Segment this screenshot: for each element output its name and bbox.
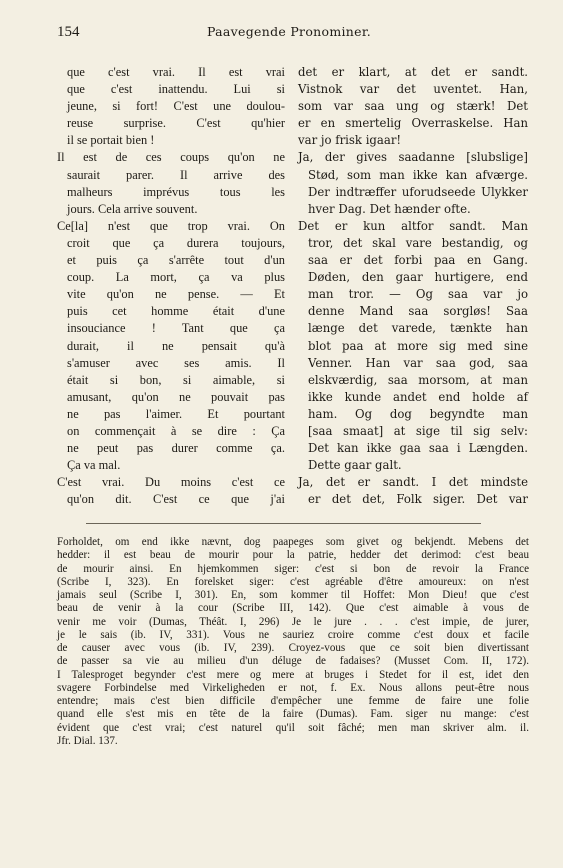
- danish-text-line: som var saa ung og stærk! Det: [298, 99, 528, 114]
- french-text-line: jeune, si fort! C'est une doulou-: [67, 99, 285, 114]
- french-text-line: que c'est inattendu. Lui si: [67, 82, 285, 97]
- french-text-line: puis cet homme était d'une: [67, 304, 285, 319]
- danish-text-line: blot paa at more sig med sine: [308, 338, 528, 353]
- footnote-line: venir me voir (Dumas, Théât. I, 296) Je le jure . . . c'est impie, de jurer,: [57, 615, 529, 628]
- french-text-line: il se portait bien !: [67, 133, 155, 148]
- footnote-line: Jfr. Dial. 137.: [57, 734, 118, 747]
- danish-text-line: Venner. Han var saa god, saa: [308, 355, 528, 370]
- footnote-divider: [86, 523, 481, 524]
- french-text-line: C'est vrai. Du moins c'est ce: [57, 475, 285, 490]
- page-header: [57, 24, 527, 42]
- danish-text-line: [saa smaat] at sige til sig selv:: [308, 423, 528, 438]
- footnote-line: de mourir ainsi. En hjemkommen siger: c'est si bon de revoir la France: [57, 562, 529, 575]
- danish-text-line: Ja, det er sandt. I det mindste: [298, 475, 528, 490]
- danish-text-line: Stød, som man ikke kan afværge.: [308, 167, 528, 182]
- footnote-line: svagere Forbindelse med Virkeligheden er not, f. Ex. Nous allons peut-être nous: [57, 681, 529, 694]
- footnote-line: de passer sa vie au milieu d'un déluge de fadaises? (Musset Com. II, 172).: [57, 655, 529, 668]
- footnote-line: jamais seul (Scribe I, 301). En, som kommer til Hoffet: Mon Dieu! que c'est: [57, 589, 529, 601]
- danish-column: [298, 64, 528, 508]
- french-text-line: on commençait à se dire : Ça: [67, 423, 285, 438]
- footnote-line: évident que c'est vrai; c'est naturel qu'il soit fâché; men man skriver alm. il.: [57, 721, 529, 734]
- french-text-line: que c'est vrai. Il est vrai: [67, 65, 285, 79]
- footnote-line: de causer avec vous (ib. IV, 239). Croyez-vous que ce soit bien divertissant: [57, 642, 529, 654]
- french-text-line: jours. Cela arrive souvent.: [67, 201, 198, 216]
- danish-text-line: var jo frisk igaar!: [298, 133, 402, 148]
- french-text-line: vite qu'on ne pense. — Et: [67, 287, 285, 302]
- french-text-line: insouciance ! Tant que ça: [67, 321, 285, 336]
- danish-text-line: Det kan ikke gaa saa i Længden.: [308, 441, 528, 456]
- danish-text-line: tror, det skal vare bestandig, og: [308, 235, 528, 250]
- footnote-line: entendre; mais c'est bien difficile d'empêcher une femme de faire une folie: [57, 695, 529, 707]
- french-text-line: durait, il ne pensait qu'à: [67, 338, 285, 353]
- french-text-line: reuse surprise. C'est qu'hier: [67, 116, 285, 131]
- danish-text-line: Døden, den gaar hurtigere, end: [308, 270, 528, 285]
- danish-text-line: Vistnok var det uventet. Han,: [298, 82, 528, 97]
- danish-text-line: hver Dag. Det hænder ofte.: [308, 201, 471, 216]
- french-text-line: Il est de ces coups qu'on ne: [57, 150, 285, 165]
- french-text-line: coup. La mort, ça va plus: [67, 270, 285, 285]
- french-text-line: Ce[la] n'est que trop vrai. On: [57, 218, 285, 233]
- footnote-line: quand elle s'est mis en tête de la faire (Dumas). Fam. siger nu mange: c'est: [57, 708, 529, 721]
- danish-text-line: ikke kunde andet end holde af: [308, 389, 528, 404]
- danish-text-line: Dette gaar galt.: [308, 458, 402, 473]
- danish-text-line: det er klart, at det er sandt.: [298, 65, 528, 79]
- french-text-line: ne peut pas durer comme ça.: [67, 441, 285, 456]
- danish-text-line: elskværdig, saa morsom, at man: [308, 372, 528, 387]
- footnote-line: beau de venir à la cour (Scribe III, 142). Que c'est aimable à vous de: [57, 602, 529, 615]
- french-text-line: et puis ça s'arrête tout d'un: [67, 253, 285, 268]
- danish-text-line: er det det, Folk siger. Det var: [308, 492, 528, 507]
- danish-text-line: længe det varede, tænkte han: [308, 321, 528, 336]
- french-text-line: s'amuser avec ses amis. Il: [67, 355, 285, 370]
- french-text-line: malheurs imprévus tous les: [67, 184, 285, 199]
- danish-text-line: saa er det forbi paa en Gang.: [308, 253, 528, 268]
- page-number: 154: [57, 24, 80, 40]
- danish-text-line: Det er kun altfor sandt. Man: [298, 218, 528, 233]
- footnote-line: hedder: il est beau de mourir pour la patrie, hedder det derimod: c'est beau: [57, 549, 529, 562]
- danish-text-line: er en smertelig Overraskelse. Han: [298, 116, 528, 131]
- danish-text-line: Der indtræffer uforudseede Ulykker: [308, 184, 528, 199]
- danish-text-line: man tror. — Og saa var jo: [308, 287, 528, 302]
- french-text-line: était si bon, si aimable, si: [67, 372, 285, 387]
- french-column: [57, 64, 285, 508]
- danish-text-line: Ja, der gives saadanne [slubslige]: [298, 150, 528, 165]
- french-text-line: Ça va mal.: [67, 458, 121, 473]
- french-text-line: saurait parer. Il arrive des: [67, 167, 285, 182]
- footnote-line: Forholdet, om end ikke nævnt, dog paapeges som givet og bekjendt. Mebens det: [57, 536, 529, 548]
- danish-text-line: denne Mand saa sorgløs! Saa: [308, 304, 528, 319]
- footnote-block: [57, 536, 529, 748]
- french-text-line: amusant, qu'on ne pouvait pas: [67, 389, 285, 404]
- footnote-line: je le sais (ib. IV, 331). Vous ne sauriez croire comme c'est doux et facile: [57, 628, 529, 641]
- danish-text-line: ham. Og dog begyndte man: [308, 406, 528, 421]
- footnote-line: I Talesproget begynder c'est mere og mere at bruges i Stedet for il est, idet den: [57, 668, 529, 681]
- french-text-line: qu'on dit. C'est ce que j'ai: [67, 492, 285, 507]
- footnote-line: (Scribe I, 323). En forelsket siger: c'est agréable d'être amoureux: on n'est: [57, 575, 529, 588]
- french-text-line: ne pas l'aimer. Et pourtant: [67, 406, 285, 421]
- running-title: Paavegende Pronominer.: [207, 24, 371, 39]
- french-text-line: croit que ça durera toujours,: [67, 235, 285, 250]
